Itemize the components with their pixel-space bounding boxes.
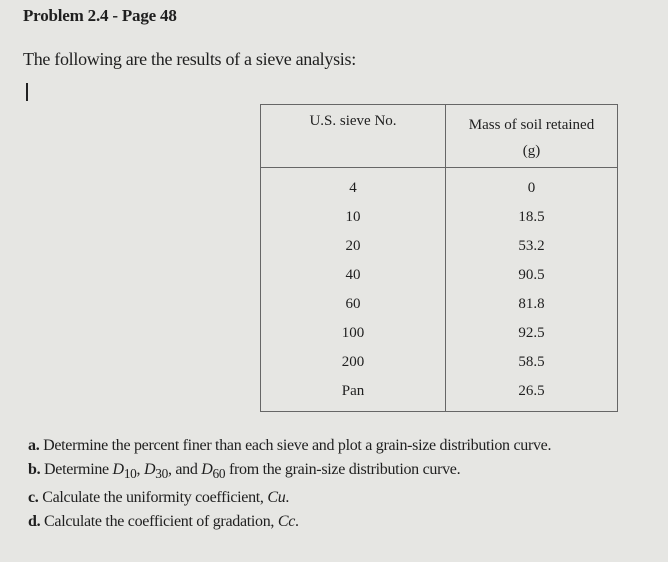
question-a (28, 434, 551, 458)
question-letter: b. (28, 461, 41, 478)
question-text: Calculate the uniformity coefficient, (42, 489, 268, 507)
question-text: Calculate the coefficient of gradation, (44, 513, 278, 531)
mass-cell: 26.5 (518, 383, 545, 399)
d60-subscript: 60 (212, 466, 226, 482)
question-list (28, 434, 551, 534)
mass-cell: 53.2 (518, 238, 545, 254)
table-row (261, 261, 618, 290)
question-c: c. Calculate the uniformity coefficient, Cu. (28, 489, 290, 507)
mass-cell: 0 (527, 180, 536, 196)
mass-cell: 90.5 (518, 267, 545, 283)
header-mass-line1: Mass of soil retained (468, 117, 595, 133)
mass-cell: 58.5 (518, 354, 545, 370)
sieve-cell: 60 (261, 290, 446, 319)
mass-cell: 92.5 (518, 325, 545, 341)
sieve-cell: 20 (261, 232, 446, 261)
table-row (261, 232, 618, 261)
intro-text: The following are the results of a sieve analysis: (23, 49, 356, 69)
d60-symbol: D (201, 461, 213, 478)
d10-symbol: D (112, 461, 124, 478)
sieve-cell: 4 (261, 168, 446, 204)
sieve-cell: Pan (261, 377, 446, 406)
question-letter: d. (28, 513, 41, 531)
problem-title: Problem 2.4 - Page 48 (23, 6, 177, 25)
table-row (261, 319, 618, 348)
cu-symbol: Cu (267, 489, 286, 507)
question-letter: a. (28, 437, 40, 454)
sieve-cell: 40 (261, 261, 446, 290)
table-spacer-row (261, 406, 618, 412)
sieve-cell: 10 (261, 203, 446, 232)
header-sieve-no: U.S. sieve No. (261, 105, 446, 168)
mass-cell: 18.5 (518, 209, 545, 225)
cc-symbol: Cc (277, 513, 296, 531)
question-text: Determine the percent finer than each sieve and plot a grain-size distribution curve. (43, 437, 552, 454)
header-mass-retained (446, 105, 618, 168)
table-row (261, 348, 618, 377)
sieve-analysis-table (260, 104, 618, 412)
question-text: Determine (44, 461, 113, 478)
question-letter: c. (28, 489, 39, 507)
question-b: b. Determine $D_{10}$, $D_{30}$, and $D_{60}$ from the grain-size distribution curve. (28, 461, 461, 482)
header-mass-unit: (g) (522, 143, 541, 159)
sieve-cell: 100 (261, 319, 446, 348)
table-row (261, 377, 618, 406)
text-cursor (26, 83, 28, 101)
d30-subscript: 30 (155, 466, 168, 482)
d10-subscript: 10 (123, 466, 137, 482)
sieve-cell: 200 (261, 348, 446, 377)
table-header-row (261, 105, 618, 168)
table-row (261, 168, 618, 204)
table-row (261, 290, 618, 319)
table-row (261, 203, 618, 232)
question-d: d. Calculate the coefficient of gradation, Cc. (28, 513, 299, 531)
d30-symbol: D (143, 461, 156, 478)
mass-cell: 81.8 (518, 296, 545, 312)
